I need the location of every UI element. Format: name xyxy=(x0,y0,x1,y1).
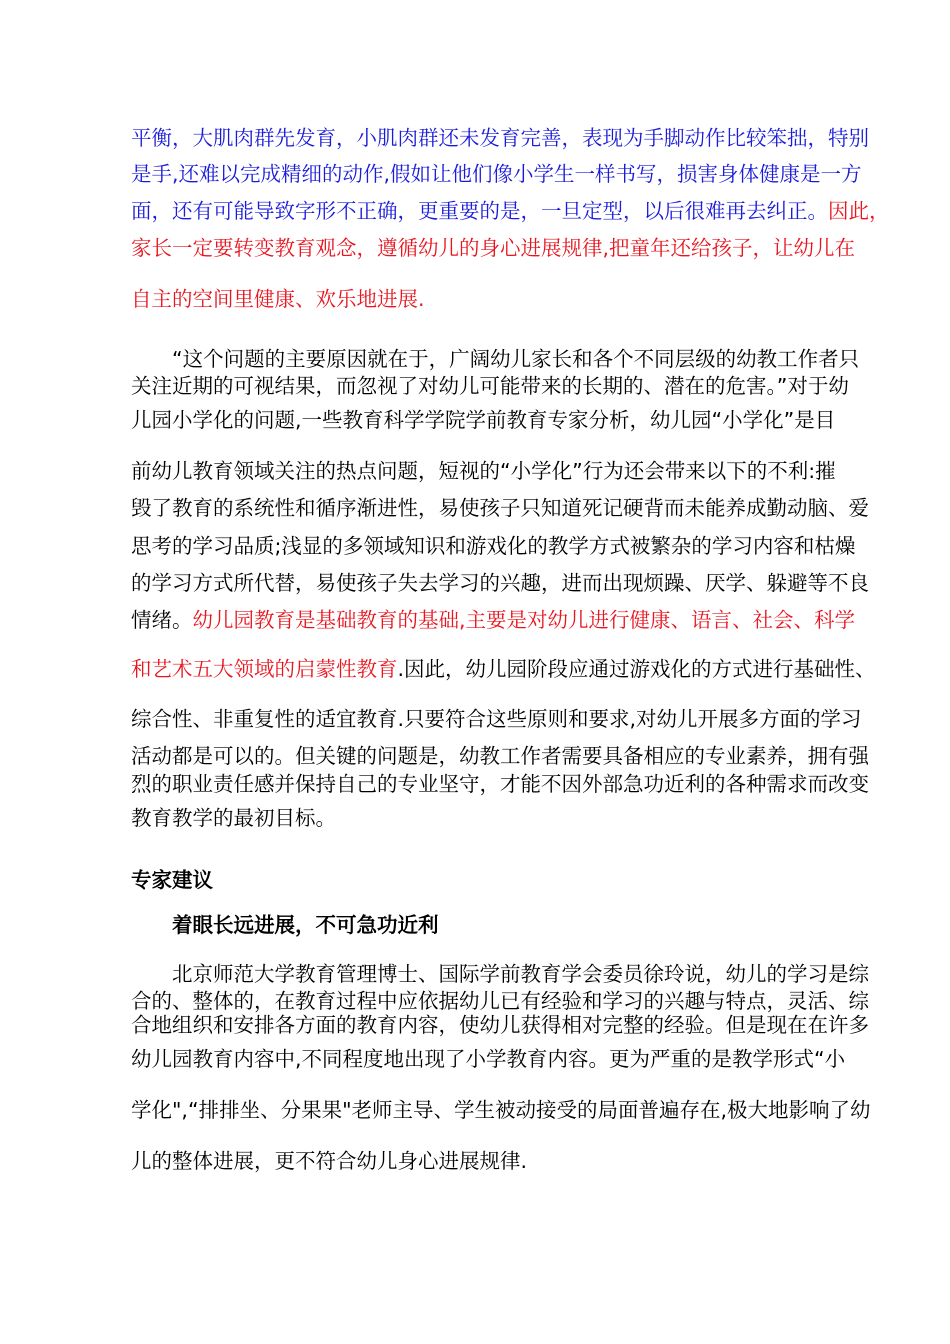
p2-line-11: 活动都是可以的。但关键的问题是，幼教工作者需要具备相应的专业素养，拥有强 xyxy=(131,744,869,768)
p3-line-5: 学化",“排排坐、分果果"老师主导、学生被动接受的局面普遍存在,极大地影响了幼 xyxy=(131,1098,871,1122)
section-subtitle: 着眼长远进展，不可急功近利 xyxy=(172,913,439,937)
p1-line-3-blue: 面，还有可能导致字形不正确，更重要的是，一旦定型，以后很难再去纠正。 xyxy=(131,199,828,223)
p3-line-2: 合的、整体的，在教育过程中应依据幼儿已有经验和学习的兴趣与特点，灵活、综 xyxy=(131,989,869,1013)
p2-line-2: 关注近期的可视结果，而忽视了对幼儿可能带来的长期的、潜在的危害。”对于幼 xyxy=(131,374,849,398)
p1-line-5: 自主的空间里健康、欢乐地进展. xyxy=(131,287,425,311)
p2-line-13: 教育教学的最初目标。 xyxy=(131,806,336,830)
p2-line-6: 思考的学习品质;浅显的多领域知识和游戏化的教学方式被繁杂的学习内容和枯燥 xyxy=(131,534,856,558)
p2-line-8-red: 幼儿园教育是基础教育的基础,主要是对幼儿进行健康、语言、社会、科学 xyxy=(192,608,856,632)
p2-line-5: 毁了教育的系统性和循序渐进性，易使孩子只知道死记硬背而未能养成勤动脑、爱 xyxy=(131,496,869,520)
p2-line-9 xyxy=(131,655,941,683)
p1-line-3-red: 因此， xyxy=(828,199,890,223)
p2-line-9-red: 和艺术五大领域的启蒙性教育 xyxy=(131,657,398,681)
p3-line-3: 合地组织和安排各方面的教育内容，使幼儿获得相对完整的经验。但是现在在许多 xyxy=(131,1013,869,1037)
p2-line-9-black: .因此，幼儿园阶段应通过游戏化的方式进行基础性、 xyxy=(397,657,876,681)
section-title: 专家建议 xyxy=(131,868,213,892)
p3-line-6: 儿的整体进展，更不符合幼儿身心进展规律. xyxy=(131,1149,528,1173)
p1-line-3 xyxy=(131,197,941,225)
p3-line-1: 北京师范大学教育管理博士、国际学前教育学会委员徐玲说，幼儿的学习是综 xyxy=(172,962,869,986)
p2-line-8-black: 情绪。 xyxy=(131,608,193,632)
p2-line-4: 前幼儿教育领域关注的热点问题，短视的“小学化”行为还会带来以下的不利:摧 xyxy=(131,459,836,483)
p1-line-4: 家长一定要转变教育观念，遵循幼儿的身心进展规律,把童年还给孩子，让幼儿在 xyxy=(131,236,856,260)
p2-line-12: 烈的职业责任感并保持自己的专业坚守，才能不因外部急功近利的各种需求而改变 xyxy=(131,772,869,796)
p1-line-2: 是手,还难以完成精细的动作,假如让他们像小学生一样书写，损害身体健康是一方 xyxy=(131,162,862,186)
p2-line-7: 的学习方式所代替，易使孩子失去学习的兴趣，进而出现烦躁、厌学、躲避等不良 xyxy=(131,571,869,595)
p2-line-3: 儿园小学化的问题,一些教育科学学院学前教育专家分析，幼儿园“小学化”是目 xyxy=(131,408,836,432)
p2-line-1: “这个问题的主要原因就在于，广阔幼儿家长和各个不同层级的幼教工作者只 xyxy=(172,347,860,371)
p1-line-1: 平衡，大肌肉群先发育，小肌肉群还未发育完善，表现为手脚动作比较笨拙，特别 xyxy=(131,126,869,150)
p2-line-8 xyxy=(131,606,941,634)
p3-line-4: 幼儿园教育内容中,不同程度地出现了小学教育内容。更为严重的是教学形式“小 xyxy=(131,1047,846,1071)
p2-line-10: 综合性、非重复性的适宜教育.只要符合这些原则和要求,对幼儿开展多方面的学习 xyxy=(131,707,862,731)
